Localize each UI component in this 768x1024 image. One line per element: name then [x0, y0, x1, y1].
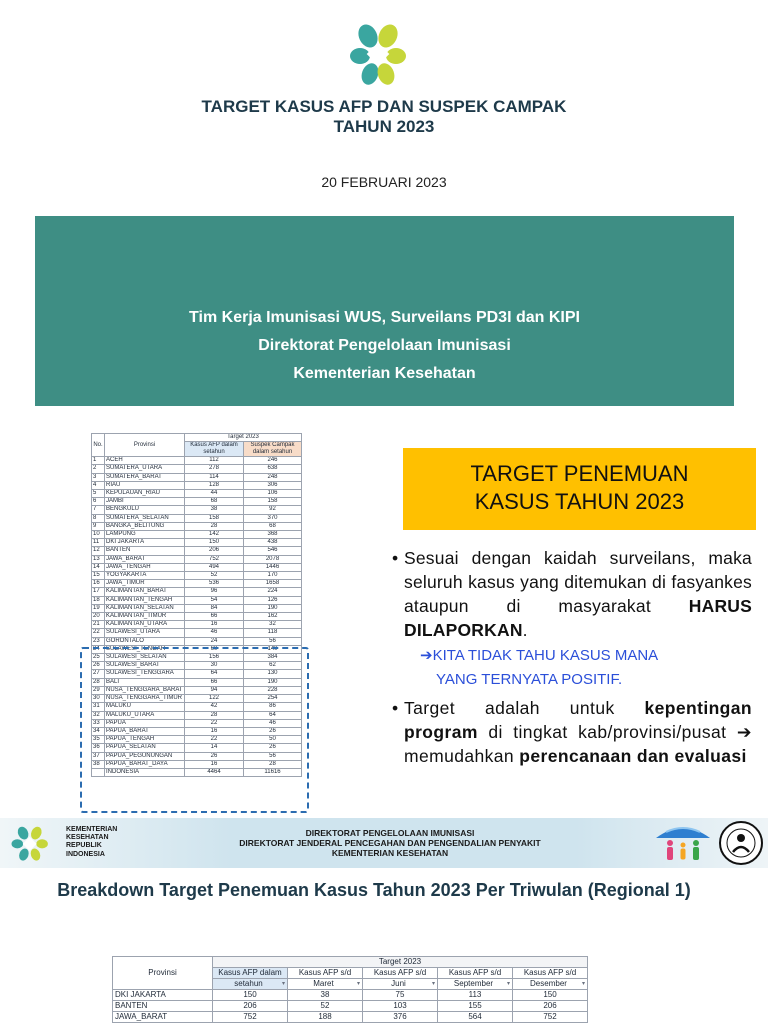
- cell-no: 8: [92, 514, 105, 522]
- cell-campak: 254: [244, 695, 302, 703]
- col-prov-header: Provinsi: [113, 957, 213, 990]
- cell-provinsi: SULAWESI_UTARA: [105, 629, 185, 637]
- table-row: [92, 547, 302, 555]
- group-header: Target 2023: [185, 434, 302, 442]
- cell-provinsi: DKI JAKARTA: [113, 990, 213, 1001]
- cell-afp: 28: [185, 711, 244, 719]
- cell-no: 27: [92, 670, 105, 678]
- col-header-label: September: [453, 979, 494, 988]
- cell-afp: 30: [185, 662, 244, 670]
- positive-note: [392, 644, 752, 692]
- col-afp-header: Kasus AFP dalam setahun: [185, 442, 244, 457]
- cell-afp: 60: [185, 645, 244, 653]
- cell-afp: 54: [185, 596, 244, 604]
- cell-afp: 14: [185, 744, 244, 752]
- directorate-line-2: DIREKTORAT JENDERAL PENCEGAHAN DAN PENGENDALIAN PENYAKIT: [239, 838, 541, 848]
- cell-afp: 16: [185, 727, 244, 735]
- table-row: [92, 629, 302, 637]
- filter-dropdown-icon[interactable]: ▾: [281, 981, 285, 987]
- cell-no: 9: [92, 522, 105, 530]
- table-row: [92, 506, 302, 514]
- table-row: [92, 588, 302, 596]
- cell-provinsi: RIAU: [105, 481, 185, 489]
- col-campak-header: Suspek Campak dalam setahun: [244, 442, 302, 457]
- cell-provinsi: BANTEN: [113, 1001, 213, 1012]
- cell-campak: 50: [244, 736, 302, 744]
- cell-provinsi: JAWA_TIMUR: [105, 580, 185, 588]
- cell-provinsi: SUMATERA_SELATAN: [105, 514, 185, 522]
- table-row: [92, 563, 302, 571]
- cell-no: 26: [92, 662, 105, 670]
- cell-no: 4: [92, 481, 105, 489]
- cell-provinsi: PAPUA_SELATAN: [105, 744, 185, 752]
- cell-no: 13: [92, 555, 105, 563]
- col-header-top: Kasus AFP s/d: [438, 968, 513, 979]
- cell-campak: 368: [244, 531, 302, 539]
- cell-afp: 26: [185, 752, 244, 760]
- cell-campak: 32: [244, 621, 302, 629]
- cell-no: 21: [92, 621, 105, 629]
- cell-provinsi: ACEH: [105, 457, 185, 465]
- cell-campak: 638: [244, 465, 302, 473]
- col-header-label: setahun: [234, 979, 263, 988]
- table-row: [92, 637, 302, 645]
- cell-value: 155: [438, 1001, 513, 1012]
- group-header: Target 2023: [213, 957, 588, 968]
- cell-no: 10: [92, 531, 105, 539]
- filter-dropdown-icon[interactable]: ▾: [506, 981, 510, 987]
- col-header-top: Kasus AFP s/d: [363, 968, 438, 979]
- ministry-wordmark: [66, 826, 117, 859]
- cell-afp: 156: [185, 654, 244, 662]
- highlight-dashed-box: [80, 647, 309, 813]
- bullet1-bold: HARUS DILAPORKAN: [404, 596, 752, 640]
- cell-campak: 26: [244, 744, 302, 752]
- cell-no: 14: [92, 563, 105, 571]
- cell-value: 752: [513, 1012, 588, 1023]
- cell-afp: 52: [185, 572, 244, 580]
- cell-afp: 142: [185, 531, 244, 539]
- cell-campak: 190: [244, 678, 302, 686]
- col-header-label: Juni: [391, 979, 406, 988]
- table-row: [92, 490, 302, 498]
- table-row: [92, 514, 302, 522]
- cell-provinsi: MALUKU_UTARA: [105, 711, 185, 719]
- cell-no: 5: [92, 490, 105, 498]
- cell-no: 1: [92, 457, 105, 465]
- filter-dropdown-icon[interactable]: ▾: [581, 981, 585, 987]
- col-prov-header: Provinsi: [105, 434, 185, 457]
- bullet2-text-b: di tingkat kab/provinsi/pusat: [477, 722, 737, 742]
- table-row: [92, 613, 302, 621]
- cell-no: 11: [92, 539, 105, 547]
- table-row: [92, 481, 302, 489]
- cell-afp: 112: [185, 457, 244, 465]
- cell-provinsi: PAPUA_BARAT_DAYA: [105, 760, 185, 768]
- cell-afp: 536: [185, 580, 244, 588]
- cell-no: 18: [92, 596, 105, 604]
- cell-campak: 11616: [244, 768, 302, 776]
- cell-provinsi: KALIMANTAN_UTARA: [105, 621, 185, 629]
- cell-campak: 306: [244, 481, 302, 489]
- banner-line-team: Tim Kerja Imunisasi WUS, Surveilans PD3I dan KIPI: [189, 309, 580, 326]
- cell-provinsi: BENGKULU: [105, 506, 185, 514]
- cell-provinsi: KALIMANTAN_BARAT: [105, 588, 185, 596]
- banner-line-directorate: Direktorat Pengelolaan Imunisasi: [258, 337, 511, 354]
- cell-provinsi: BANGKA_BELITUNG: [105, 522, 185, 530]
- cell-no: 29: [92, 686, 105, 694]
- bullet1-end: .: [522, 620, 528, 640]
- cell-no: 32: [92, 711, 105, 719]
- cell-value: 376: [363, 1012, 438, 1023]
- cell-provinsi: YOGYAKARTA: [105, 572, 185, 580]
- cell-afp: 22: [185, 736, 244, 744]
- cell-value: 75: [363, 990, 438, 1001]
- cell-afp: 28: [185, 522, 244, 530]
- cell-afp: 278: [185, 465, 244, 473]
- cell-value: 206: [213, 1001, 288, 1012]
- table-row: [92, 596, 302, 604]
- cell-afp: 16: [185, 760, 244, 768]
- table-row: [92, 473, 302, 481]
- cell-provinsi: PAPUA: [105, 719, 185, 727]
- table-row: [92, 522, 302, 530]
- cell-afp: 150: [185, 539, 244, 547]
- cell-provinsi: KEPULAUAN_RIAU: [105, 490, 185, 498]
- title-line-1: TARGET KASUS AFP DAN SUSPEK CAMPAK: [201, 97, 567, 116]
- bullet-target-purpose: [392, 696, 752, 768]
- cell-provinsi: INDONESIA: [105, 768, 185, 776]
- cell-campak: 118: [244, 629, 302, 637]
- cell-campak: 228: [244, 686, 302, 694]
- cell-afp: 66: [185, 613, 244, 621]
- cell-value: 188: [288, 1012, 363, 1023]
- bullet2-bold-2: perencanaan dan evaluasi: [519, 746, 747, 766]
- col-header-top: Kasus AFP dalam: [213, 968, 288, 979]
- cell-no: 7: [92, 506, 105, 514]
- table-row: [92, 465, 302, 473]
- bullet2-text-a: Target adalah untuk: [404, 698, 645, 718]
- cell-provinsi: SUMATERA_UTARA: [105, 465, 185, 473]
- cell-provinsi: SULAWESI_SELATAN: [105, 654, 185, 662]
- directorate-line-1: DIREKTORAT PENGELOLAAN IMUNISASI: [305, 828, 475, 838]
- cell-no: 12: [92, 547, 105, 555]
- cell-afp: 64: [185, 670, 244, 678]
- cell-campak: 246: [244, 457, 302, 465]
- team-banner: [35, 216, 734, 406]
- cell-campak: 56: [244, 752, 302, 760]
- cell-campak: 46: [244, 719, 302, 727]
- col-header-bottom: [213, 979, 288, 990]
- cell-campak: 248: [244, 473, 302, 481]
- cell-campak: 86: [244, 703, 302, 711]
- cell-value: 564: [438, 1012, 513, 1023]
- table-row: [92, 572, 302, 580]
- cell-afp: 4464: [185, 768, 244, 776]
- cell-provinsi: NUSA_TENGGARA_BARAT: [106, 686, 183, 693]
- cell-campak: 546: [244, 547, 302, 555]
- col-header-bottom: [288, 979, 363, 990]
- cell-no: 16: [92, 580, 105, 588]
- cell-campak: 224: [244, 588, 302, 596]
- cell-no: 20: [92, 613, 105, 621]
- cell-afp: 84: [185, 604, 244, 612]
- wordmark-line-3: REPUBLIK: [66, 842, 102, 850]
- cell-provinsi: MALUKU: [105, 703, 185, 711]
- cell-no: 37: [92, 752, 105, 760]
- table-row: [92, 604, 302, 612]
- cell-campak: 68: [244, 522, 302, 530]
- cell-campak: 158: [244, 498, 302, 506]
- cell-afp: 44: [185, 490, 244, 498]
- wordmark-line-1: KEMENTERIAN: [66, 826, 118, 833]
- page-title: [0, 97, 768, 137]
- cell-afp: 24: [185, 637, 244, 645]
- cell-campak: 92: [244, 506, 302, 514]
- arrow-right-icon: ➔: [736, 722, 752, 742]
- target-heading-box: [403, 448, 756, 530]
- cell-provinsi: JAMBI: [105, 498, 185, 506]
- cell-afp: 206: [185, 547, 244, 555]
- bullet1-text: Sesuai dengan kaidah surveilans, maka seluruh kasus yang ditemukan di fasyankes ataupun di masyarakat: [404, 548, 752, 616]
- cell-no: 17: [92, 588, 105, 596]
- cell-campak: 64: [244, 711, 302, 719]
- bullet2-bold-1: kepentingan program: [404, 698, 752, 742]
- col-header-top: Kasus AFP s/d: [513, 968, 588, 979]
- family-umbrella-icon: [652, 822, 714, 864]
- arrow-right-icon: ➔: [420, 647, 433, 664]
- cell-no: 23: [92, 637, 105, 645]
- cell-provinsi: KALIMANTAN_TENGAH: [105, 596, 185, 604]
- col-no-header: No.: [92, 434, 105, 457]
- cell-no: 36: [92, 744, 105, 752]
- table-row: [92, 531, 302, 539]
- col-header-bottom: [513, 979, 588, 990]
- table-row: [92, 580, 302, 588]
- cell-campak: 384: [244, 654, 302, 662]
- cell-provinsi: PAPUA_BARAT: [105, 727, 185, 735]
- cell-no: 15: [92, 572, 105, 580]
- cell-no: 22: [92, 629, 105, 637]
- cell-provinsi: SULAWESI_TENGGARA: [105, 670, 185, 678]
- cell-no: 19: [92, 604, 105, 612]
- cell-afp: 494: [185, 563, 244, 571]
- cell-afp: 38: [185, 506, 244, 514]
- table-row: [113, 1001, 588, 1012]
- cell-value: 113: [438, 990, 513, 1001]
- cell-no: 33: [92, 719, 105, 727]
- kemenkes-logo-icon: [346, 20, 410, 86]
- cell-afp: 68: [185, 498, 244, 506]
- cell-afp: 114: [185, 473, 244, 481]
- cell-no: 34: [92, 727, 105, 735]
- cell-campak: 190: [244, 604, 302, 612]
- wordmark-line-2: KESEHATAN: [66, 834, 109, 842]
- cell-campak: 140: [244, 645, 302, 653]
- cell-afp: 128: [185, 481, 244, 489]
- cell-provinsi: BANTEN: [105, 547, 185, 555]
- cell-campak: 2078: [244, 555, 302, 563]
- cell-value: 150: [513, 990, 588, 1001]
- cell-campak: 438: [244, 539, 302, 547]
- cell-provinsi: JAWA_BARAT: [105, 555, 185, 563]
- cell-campak: 1446: [244, 563, 302, 571]
- cell-value: 206: [513, 1001, 588, 1012]
- cell-campak: 56: [244, 637, 302, 645]
- cell-provinsi: NUSA_TENGGARA_TIMUR: [105, 695, 185, 703]
- cell-afp: 46: [185, 629, 244, 637]
- cell-afp: 16: [185, 621, 244, 629]
- cell-provinsi: SUMATERA_BARAT: [105, 473, 185, 481]
- cell-campak: 26: [244, 727, 302, 735]
- col-header-top: Kasus AFP s/d: [288, 968, 363, 979]
- cell-campak: 106: [244, 490, 302, 498]
- cell-campak: 130: [244, 670, 302, 678]
- slide2-header-band: [0, 818, 768, 868]
- table-row: [113, 1012, 588, 1023]
- col-header-bottom: [438, 979, 513, 990]
- cell-campak: 370: [244, 514, 302, 522]
- cell-value: 752: [213, 1012, 288, 1023]
- note-line-2: YANG TERNYATA POSITIF.: [436, 671, 623, 688]
- cell-campak: 170: [244, 572, 302, 580]
- cell-provinsi: DKI JAKARTA: [105, 539, 185, 547]
- target-heading-line-1: TARGET PENEMUAN: [470, 461, 689, 486]
- cell-campak: 28: [244, 760, 302, 768]
- cell-no: 6: [92, 498, 105, 506]
- cell-provinsi: JAWA_TENGAH: [105, 563, 185, 571]
- cell-value: 103: [363, 1001, 438, 1012]
- table-row: [92, 555, 302, 563]
- col-header-label: Maret: [313, 979, 334, 988]
- target-heading-line-2: KASUS TAHUN 2023: [474, 489, 685, 514]
- cell-no: 35: [92, 736, 105, 744]
- cell-provinsi: KALIMANTAN_TIMUR: [105, 613, 185, 621]
- cell-afp: 66: [185, 678, 244, 686]
- cell-provinsi: LAMPUNG: [105, 531, 185, 539]
- cell-provinsi: JAWA_BARAT: [113, 1012, 213, 1023]
- filter-dropdown-icon[interactable]: ▾: [356, 981, 360, 987]
- cell-afp: 42: [185, 703, 244, 711]
- cell-value: 52: [288, 1001, 363, 1012]
- bullet-surveillance: [392, 546, 752, 642]
- bullet-list: [392, 546, 752, 768]
- note-line-1: KITA TIDAK TAHU KASUS MANA: [432, 647, 659, 664]
- banner-line-ministry: Kementerian Kesehatan: [293, 365, 476, 382]
- cell-no: 24: [92, 645, 105, 653]
- cell-afp: 752: [185, 555, 244, 563]
- cell-afp: 96: [185, 588, 244, 596]
- col-header-bottom: [363, 979, 438, 990]
- cell-provinsi: GORONTALO: [105, 637, 185, 645]
- bullet2-text-c: memudahkan: [404, 746, 520, 766]
- quarterly-target-table: [112, 956, 588, 1023]
- filter-dropdown-icon[interactable]: ▾: [431, 981, 435, 987]
- cell-provinsi: SULAWESI_BARAT: [105, 662, 185, 670]
- table-row: [92, 457, 302, 465]
- table-row: [92, 539, 302, 547]
- cell-no: 25: [92, 654, 105, 662]
- cell-campak: 162: [244, 613, 302, 621]
- cell-no: 31: [92, 703, 105, 711]
- cell-campak: 126: [244, 596, 302, 604]
- cell-campak: 62: [244, 662, 302, 670]
- title-line-2: TAHUN 2023: [333, 117, 435, 136]
- cell-no: 2: [92, 465, 105, 473]
- table-row: [92, 498, 302, 506]
- cell-no: 38: [92, 760, 105, 768]
- cell-campak: 1658: [244, 580, 302, 588]
- cell-afp: 122: [185, 695, 244, 703]
- cell-provinsi: KALIMANTAN_SELATAN: [105, 604, 185, 612]
- cell-afp: 22: [185, 719, 244, 727]
- cell-value: 150: [213, 990, 288, 1001]
- col-header-label: Desember: [530, 979, 567, 988]
- cell-no: 28: [92, 678, 105, 686]
- cell-no: 3: [92, 473, 105, 481]
- breakdown-title: Breakdown Target Penemuan Kasus Tahun 2023 Per Triwulan (Regional 1): [57, 880, 691, 900]
- cell-afp: 158: [185, 514, 244, 522]
- cell-no: 30: [92, 695, 105, 703]
- directorate-line-3: KEMENTERIAN KESEHATAN: [331, 848, 449, 858]
- directorate-heading: [150, 828, 630, 858]
- cell-provinsi: PAPUA_PEGUNUNGAN: [105, 752, 185, 760]
- seal-icon: [718, 820, 764, 866]
- cell-provinsi: BALI: [105, 678, 185, 686]
- table-row: [113, 990, 588, 1001]
- wordmark-line-4: INDONESIA: [66, 850, 105, 858]
- cell-afp: 94: [185, 686, 244, 694]
- date-label: 20 FEBRUARI 2023: [321, 174, 447, 190]
- kemenkes-logo-icon: [6, 824, 60, 862]
- cell-provinsi: PAPUA_TENGAH: [105, 736, 185, 744]
- cell-value: 38: [288, 990, 363, 1001]
- cell-provinsi: SULAWESI_TENGAH: [105, 645, 185, 653]
- table-row: [92, 621, 302, 629]
